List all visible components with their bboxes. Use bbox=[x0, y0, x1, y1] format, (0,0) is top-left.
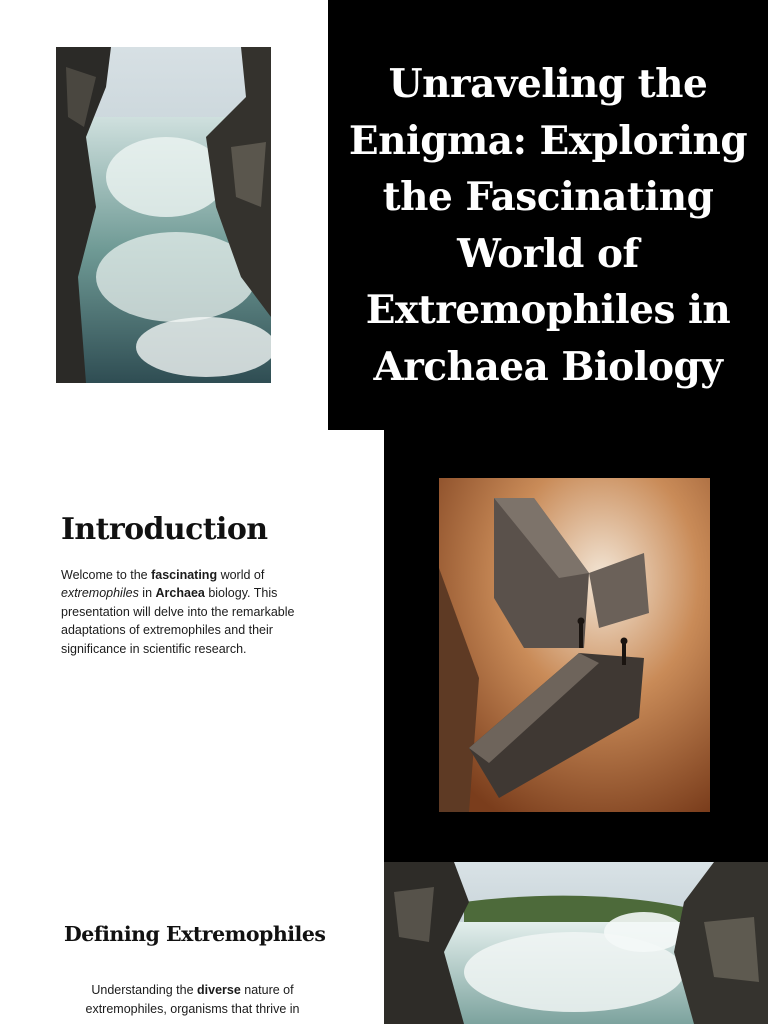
waterfall-image bbox=[56, 47, 271, 383]
monolith-canyon-image bbox=[439, 478, 710, 812]
introduction-text: Welcome to the fascinating world of extremophiles in Archaea biology. This presentation will delve into the remarkable adaptations of extremophiles and their significance in scientific research. bbox=[61, 568, 295, 656]
page-title: Unraveling the Enigma: Exploring the Fascinating World of Extremophiles in Archaea Biology bbox=[348, 61, 748, 390]
defining-extremophiles-heading: Defining Extremophiles bbox=[64, 922, 326, 946]
introduction-heading: Introduction bbox=[61, 512, 268, 547]
waterfall-image-2 bbox=[384, 862, 768, 1024]
defining-extremophiles-text: Understanding the diverse nature of extremophiles, organisms that thrive in bbox=[85, 983, 300, 1016]
